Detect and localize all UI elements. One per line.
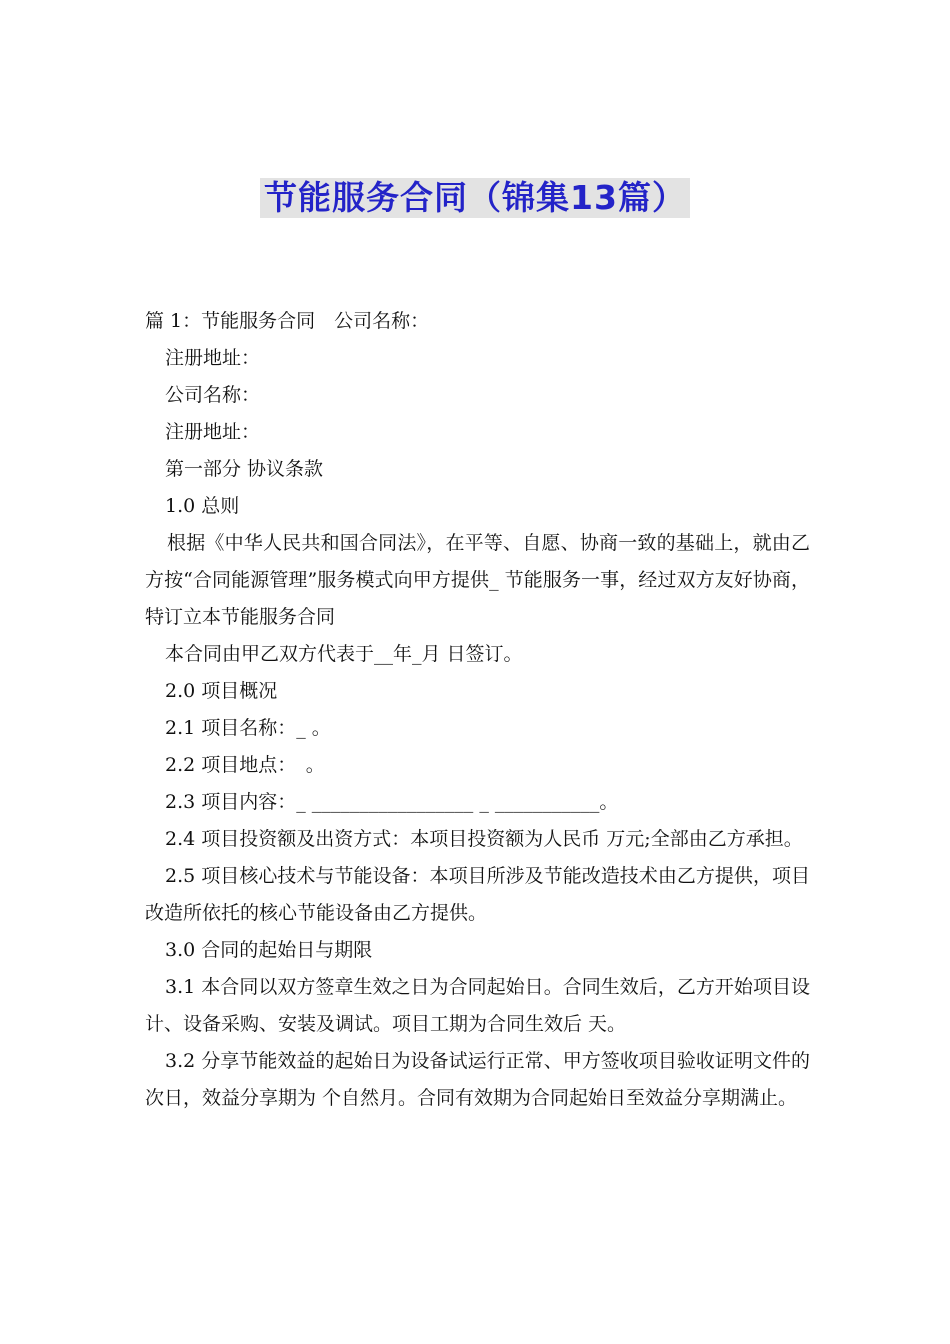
- section-heading-part1: 篇 1：节能服务合同 公司名称：: [145, 310, 430, 332]
- clause-2-3: 2.3 项目内容：_ _________________ _ ___________。: [165, 791, 619, 813]
- registered-address-line: 注册地址：: [165, 347, 261, 369]
- clause-2-4: 2.4 项目投资额及出资方式：本项目投资额为人民币 万元;全部由乙方承担。: [165, 828, 803, 850]
- signing-date-line: 本合同由甲乙双方代表于__年_月 日签订。: [165, 643, 523, 665]
- clause-1-0-text: 根据《中华人民共和国合同法》，在平等、自愿、协商一致的基础上，就由乙方按“合同能源管理”服务模式向甲方提供_ 节能服务一事，经过双方友好协商，特订立本节能服务合同: [145, 532, 810, 628]
- document-body: [145, 303, 810, 1117]
- clause-3-1: 3.1 本合同以双方签章生效之日为合同起始日。合同生效后，乙方开始项目设计、设备采购、安装及调试。项目工期为合同生效后 天。: [145, 976, 810, 1035]
- clause-2-5: 2.5 项目核心技术与节能设备：本项目所涉及节能改造技术由乙方提供，项目改造所依托的核心节能设备由乙方提供。: [145, 865, 810, 924]
- clause-3-2: 3.2 分享节能效益的起始日为设备试运行正常、甲方签收项目验收证明文件的次日，效益分享期为 个自然月。合同有效期为合同起始日至效益分享期满止。: [145, 1050, 810, 1109]
- company-name-line: 公司名称：: [165, 384, 261, 406]
- clause-1-0-heading: 1.0 总则: [165, 495, 240, 517]
- document-title: 节能服务合同（锦集13篇）: [260, 178, 690, 218]
- clause-3-0-heading: 3.0 合同的起始日与期限: [165, 939, 373, 961]
- clause-2-1: 2.1 项目名称：_ 。: [165, 717, 331, 739]
- registered-address-line-2: 注册地址：: [165, 421, 261, 443]
- part-one-heading: 第一部分 协议条款: [165, 458, 324, 480]
- title-container: [0, 178, 950, 218]
- clause-2-2: 2.2 项目地点： 。: [165, 754, 325, 776]
- clause-2-0-heading: 2.0 项目概况: [165, 680, 278, 702]
